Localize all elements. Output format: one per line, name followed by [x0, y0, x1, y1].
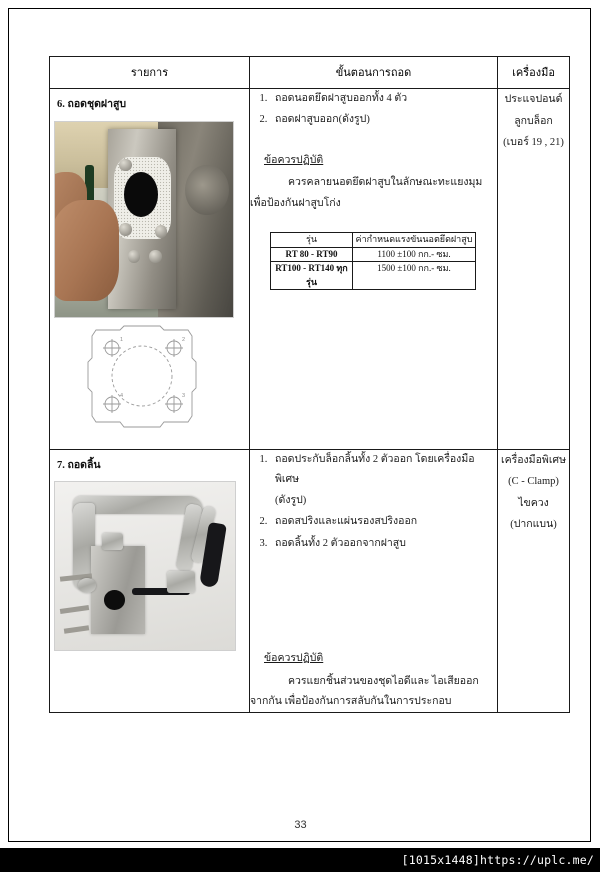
tool-name: ไขควง [518, 497, 549, 509]
table-row [50, 449, 570, 713]
spec-model: RT100 - RT140 ทุกรุ่น [271, 262, 353, 290]
spec-header-torque: ค่ากำหนดแรงขันนอตยึดฝาสูบ [353, 233, 476, 248]
step-continuation: (ดังรูป) [275, 494, 307, 506]
step-item: 2. ถอดสปริงและแผ่นรองสปริงออก [270, 512, 497, 532]
tool-size: (เบอร์ 19 , 21) [503, 137, 564, 149]
gasket-label-1: 1 [120, 336, 124, 343]
gasket-label-3: 3 [182, 392, 186, 399]
caution-line-1: ควรคลายนอตยึดฝาสูบในลักษณะทะแยงมุม [288, 177, 483, 189]
step-item [270, 450, 497, 511]
caution-line-2: จากกัน เพื่อป้องกันการสลับกันในการประกอบ [250, 695, 452, 707]
spec-torque: 1500 ±100 กก.- ซม. [353, 262, 476, 290]
item-cell-6 [50, 89, 250, 450]
tools-cell-6 [498, 89, 570, 450]
page-frame [8, 8, 591, 842]
caution-title: ข้อควรปฏิบัติ [264, 154, 324, 166]
row-label-7: 7. ถอดลิ้น [57, 459, 101, 471]
steps-cell-6 [250, 89, 498, 450]
procedure-table [49, 56, 570, 713]
steps-cell-7 [250, 449, 498, 713]
spec-row [271, 262, 476, 290]
page-number: 33 [294, 819, 307, 831]
spec-row [271, 247, 476, 262]
photo-wrap-6 [50, 115, 249, 318]
cylinder-head-gasket-diagram [68, 324, 218, 432]
step-text: ถอดประกับล็อกลิ้นทั้ง 2 ตัวออก โดยเครื่องมือพิเศษ [275, 453, 475, 486]
tools-cell-7 [498, 449, 570, 713]
watermark-bar [0, 848, 600, 872]
column-header-tools: เครื่องมือ [498, 57, 570, 89]
row-label-6: 6. ถอดชุดฝาสูบ [57, 99, 127, 110]
caution-body [250, 173, 497, 214]
cylinder-head-removal-photo [54, 121, 234, 318]
photo-wrap-7 [50, 475, 249, 651]
caution-title: ข้อควรปฏิบัติ [264, 653, 324, 665]
spec-header-row [271, 233, 476, 248]
table-row [50, 89, 570, 450]
caution-line-2: เพื่อป้องกันฝาสูบโก่ง [250, 197, 341, 209]
step-item: 2. ถอดฝาสูบออก(ดังรูป) [270, 110, 497, 130]
item-cell-7 [50, 449, 250, 713]
torque-spec-table [270, 232, 476, 290]
tool-detail: (ปากแบน) [510, 519, 557, 531]
gasket-drawing-wrap [50, 318, 249, 449]
step-item: 1. ถอดนอตยึดฝาสูบออกทั้ง 4 ตัว [270, 89, 497, 109]
table-header-row [50, 57, 570, 89]
gasket-label-2: 2 [182, 336, 186, 343]
spec-header-model: รุ่น [271, 233, 353, 248]
spec-model: RT 80 - RT90 [271, 247, 353, 262]
caution-line-1: ควรแยกชิ้นส่วนของชุดไอดีและ ไอเสียออก [288, 675, 479, 687]
tool-name: ประแจปอนด์ [504, 94, 563, 105]
watermark-text: [1015x1448]https://uplc.me/ [401, 853, 594, 867]
valve-spring-compressor-photo [54, 481, 236, 651]
tool-detail: (C - Clamp) [508, 476, 559, 488]
caution-block-7 [250, 649, 497, 712]
caution-block-6 [250, 151, 497, 214]
column-header-item: รายการ [50, 57, 250, 89]
column-header-steps: ขั้นตอนการถอด [250, 57, 498, 89]
step-item: 3. ถอดลิ้นทั้ง 2 ตัวออกจากฝาสูบ [270, 534, 497, 554]
steps-list-7 [250, 450, 497, 554]
caution-body [250, 672, 497, 713]
tool-name: เครื่องมือพิเศษ [500, 454, 566, 466]
spec-torque: 1100 ±100 กก.- ซม. [353, 247, 476, 262]
steps-list-6 [250, 89, 497, 131]
gasket-label-4: 4 [120, 392, 124, 399]
tool-name: ลูกบล็อก [514, 115, 553, 127]
